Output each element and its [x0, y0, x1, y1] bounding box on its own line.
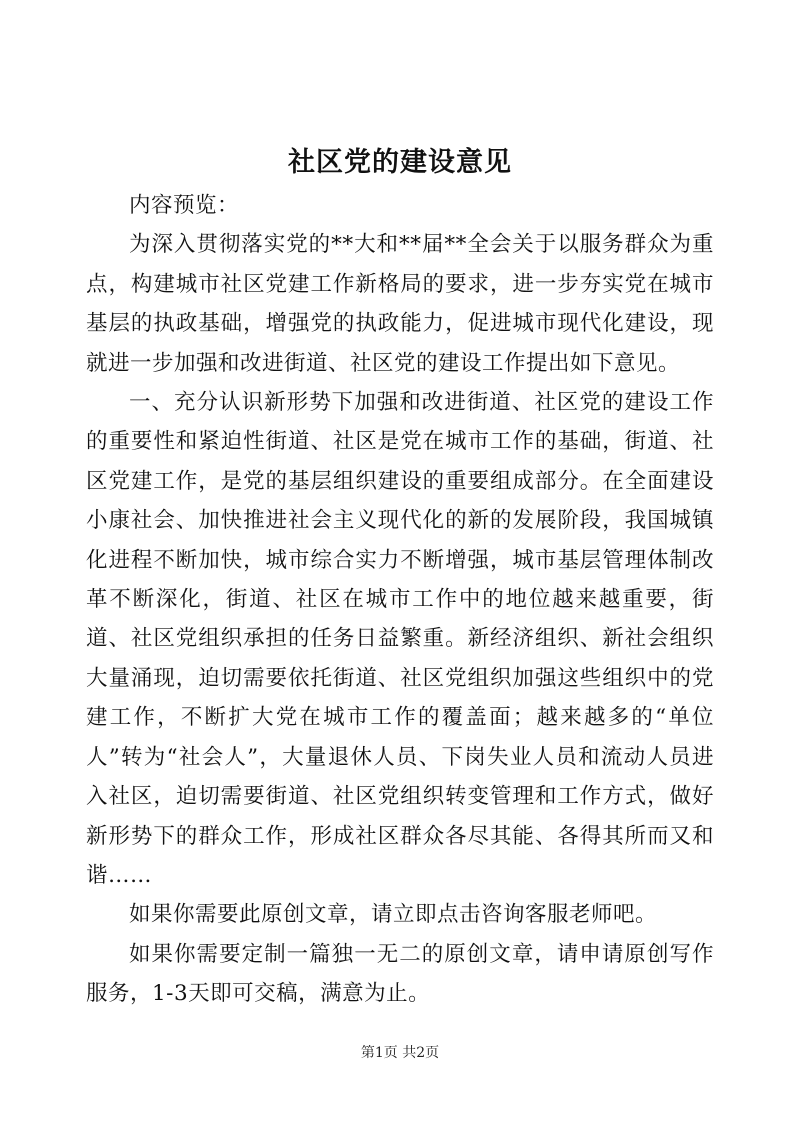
- contact-paragraph: 如果你需要此原创文章，请立即点击咨询客服老师吧。: [129, 902, 658, 928]
- preview-label: 内容预览：: [129, 193, 240, 218]
- document-body: [86, 186, 714, 1014]
- document-title: 社区党的建设意见: [288, 147, 512, 178]
- section-one-paragraph: 一、充分认识新形势下加强和改进街道、社区党的建设工作的重要性和紧迫性街道、社区是党在城市工作的基础，街道、社区党建工作，是党的基层组织建设的重要组成部分。在全面建设小康社会、加快推进社会主义现代化的新的发展阶段，我国城镇化进程不断加快，城市综合实力不断增强，城市基层管理体制改革不断深化，街道、社区在城市工作中的地位越来越重要，街道、社区党组织承担的任务日益繁重。新经济组织、新社会组织大量涌现，迫切需要依托街道、社区党组织加强这些组织中的党建工作，不断扩大党在城市工作的覆盖面；越来越多的“单位人”转为“社会人”，大量退休人员、下岗失业人员和流动人员进入社区，迫切需要街道、社区党组织转变管理和工作方式，做好新形势下的群众工作，形成社区群众各尽其能、各得其所而又和谐……: [86, 390, 714, 888]
- custom-writing-paragraph: 如果你需要定制一篇独一无二的原创文章，请申请原创写作服务，1-3天即可交稿，满意为止。: [86, 941, 714, 1007]
- intro-paragraph: 为深入贯彻落实党的**大和**届**全会关于以服务群众为重点，构建城市社区党建工作新格局的要求，进一步夯实党在城市基层的执政基础，增强党的执政能力，促进城市现代化建设，现就进一步加强和改进街道、社区党的建设工作提出如下意见。: [86, 232, 714, 376]
- page-number: 第1页 共2页: [360, 1045, 440, 1061]
